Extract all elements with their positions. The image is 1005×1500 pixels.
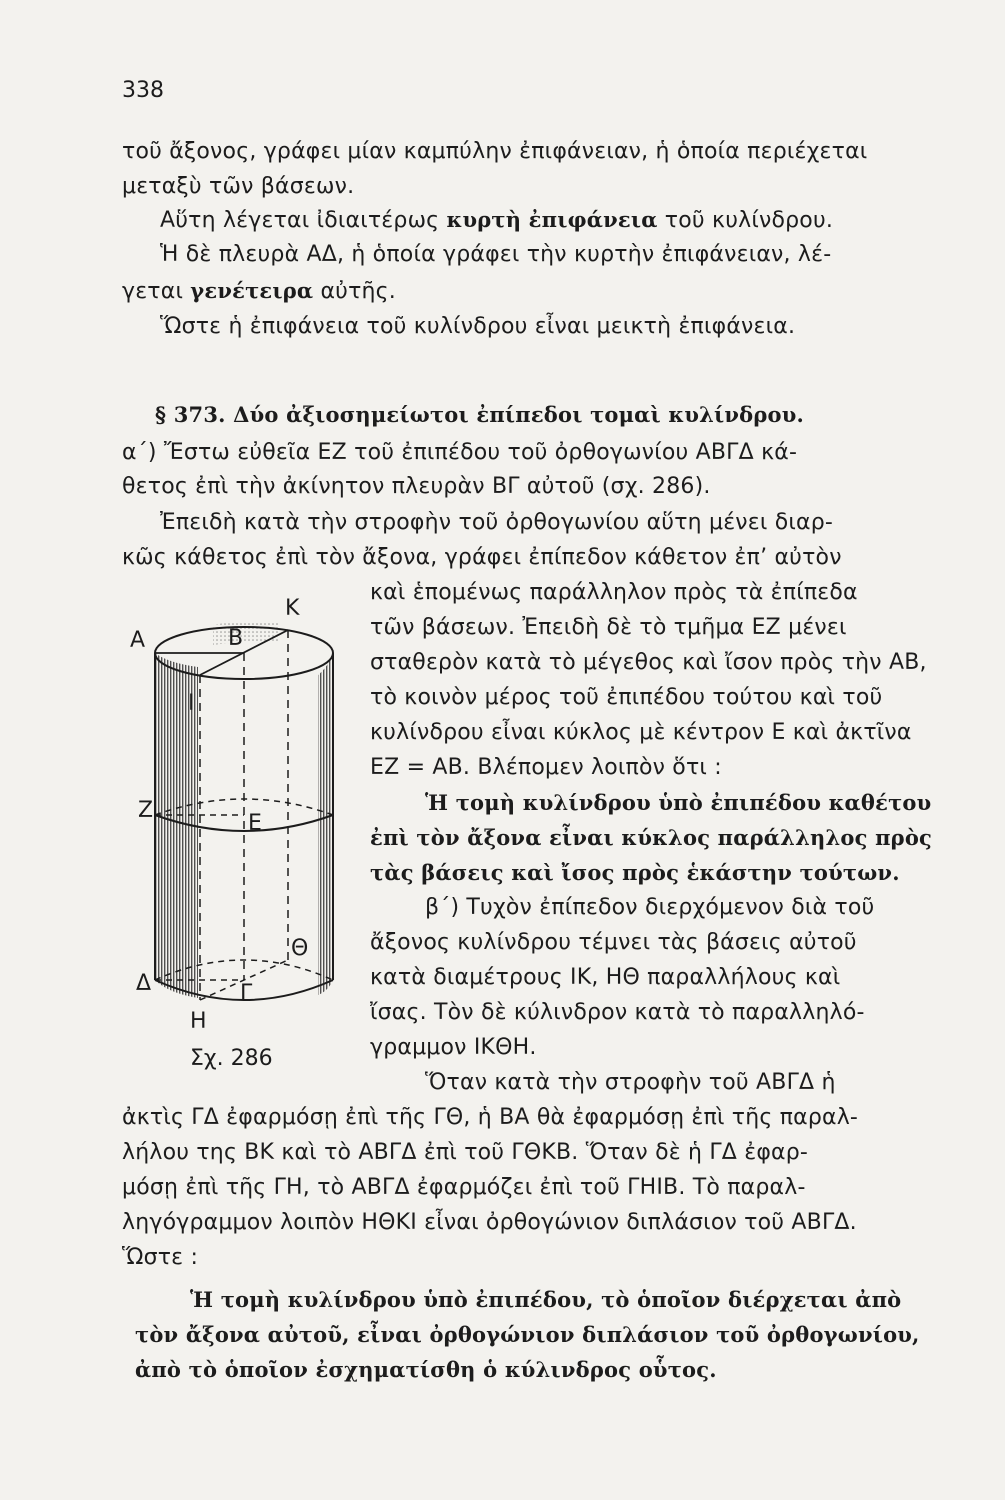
para3-post: αὐτῆς.: [313, 279, 396, 304]
label-E: Ε: [248, 811, 262, 836]
alpha-line-4: κῶς κάθετος ἐπὶ τὸν ἄξονα, γράφει ἐπίπεδον κάθετον ἐπ’ αὐτὸν: [122, 545, 842, 570]
rightcol-line-6: ΕΖ = ΑΒ. Βλέπομεν λοιπὸν ὅτι :: [370, 755, 722, 780]
full-line-4: ληγόγραμμον λοιπὸν ΗΘΚΙ εἶναι ὀρθογώνιον διπλάσιον τοῦ ΑΒΓΔ.: [122, 1210, 857, 1235]
full-line-3: μόσῃ ἐπὶ τῆς ΓΗ, τὸ ΑΒΓΔ ἐφαρμόζει ἐπὶ τοῦ ΓΗΙΒ. Τὸ παραλ-: [122, 1175, 806, 1200]
para4: Ὥστε ἡ ἐπιφάνεια τοῦ κυλίνδρου εἶναι μεικτὴ ἐπιφάνεια.: [160, 314, 796, 339]
para2-post: τοῦ κυλίνδρου.: [657, 208, 834, 233]
para2-pre: Αὕτη λέγεται ἰδιαιτέρως: [160, 208, 447, 233]
full-line-2: λήλου της ΒΚ καὶ τὸ ΑΒΓΔ ἐπὶ τοῦ ΓΘΚΒ. Ὅταν δὲ ἡ ΓΔ ἐφαρ-: [122, 1140, 809, 1165]
full-line-1: ἀκτὶς ΓΔ ἐφαρμόσῃ ἐπὶ τῆς ΓΘ, ἡ ΒΑ θὰ ἐφαρμόσῃ ἐπὶ τῆς παραλ-: [122, 1105, 859, 1130]
rightcol-line-5: κυλίνδρου εἶναι κύκλος μὲ κέντρον Ε καὶ ἀκτῖνα: [370, 720, 912, 745]
label-I: Ι: [188, 691, 195, 716]
alpha-line-1: α΄) Ἔστω εὐθεῖα ΕΖ τοῦ ἐπιπέδου τοῦ ὀρθογωνίου ΑΒΓΔ κά-: [122, 440, 798, 465]
label-H: Η: [190, 1009, 207, 1034]
theorem1-line-2: ἐπὶ τὸν ἄξονα εἶναι κύκλος παράλληλος πρὸς: [370, 825, 933, 850]
theorem2-line-2: τὸν ἄξονα αὐτοῦ, εἶναι ὀρθογώνιον διπλάσιον τοῦ ὀρθογωνίου,: [135, 1322, 920, 1347]
section-heading: § 373. Δύο ἀξιοσημείωτοι ἐπίπεδοι τομαὶ κυλίνδρου.: [155, 402, 805, 427]
rightcol-line-4: τὸ κοινὸν μέρος τοῦ ἐπιπέδου τούτου καὶ τοῦ: [370, 685, 883, 710]
theorem2-line-1: Ἡ τομὴ κυλίνδρου ὑπὸ ἐπιπέδου, τὸ ὁποῖον διέρχεται ἀπὸ: [190, 1287, 902, 1312]
para3-pre: γεται: [122, 279, 191, 304]
rightcol-line-2: τῶν βάσεων. Ἐπειδὴ δὲ τὸ τμῆμα ΕΖ μένει: [370, 615, 847, 640]
para3-line-1: Ἡ δὲ πλευρὰ ΑΔ, ἡ ὁποία γράφει τὴν κυρτὴν ἐπιφάνειαν, λέ-: [160, 242, 832, 267]
para1-line-1: τοῦ ἄξονος, γράφει μίαν καμπύλην ἐπιφάνειαν, ἡ ὁποία περιέχεται: [122, 139, 868, 164]
label-K: Κ: [285, 596, 300, 621]
label-Theta: Θ: [291, 936, 309, 961]
label-A: Α: [130, 628, 146, 653]
beta-line-4: ἴσας. Τὸν δὲ κύλινδρον κατὰ τὸ παραλληλό-: [370, 1000, 865, 1025]
beta-line-6: Ὅταν κατὰ τὴν στροφὴν τοῦ ΑΒΓΔ ἡ: [425, 1070, 836, 1095]
beta-line-5: γραμμον ΙΚΘΗ.: [370, 1035, 537, 1060]
para2: [160, 205, 833, 236]
figure-caption: Σχ. 286: [190, 1046, 273, 1071]
beta-line-1: β΄) Τυχὸν ἐπίπεδον διερχόμενον διὰ τοῦ: [425, 895, 875, 920]
label-Gamma: Γ: [240, 981, 253, 1006]
theorem1-line-1: Ἡ τομὴ κυλίνδρου ὑπὸ ἐπιπέδου καθέτου: [425, 790, 932, 815]
full-line-5: Ὥστε :: [122, 1245, 199, 1270]
label-Delta: Δ: [136, 971, 152, 996]
theorem2-line-3: ἀπὸ τὸ ὁποῖον ἐσχηματίσθη ὁ κύλινδρος οὗτος.: [135, 1357, 717, 1382]
label-Z: Ζ: [138, 798, 154, 823]
para3-bold-term: γενέτειρα: [190, 278, 314, 303]
para3-line-2: [122, 276, 396, 307]
cylinder-right-shade: [318, 653, 333, 995]
theorem1-line-3: τὰς βάσεις καὶ ἴσος πρὸς ἑκάστην τούτων.: [370, 860, 900, 885]
beta-line-3: κατὰ διαμέτρους ΙΚ, ΗΘ παραλλήλους καὶ: [370, 965, 841, 990]
para1-line-2: μεταξὺ τῶν βάσεων.: [122, 174, 355, 199]
alpha-line-3: Ἐπειδὴ κατὰ τὴν στροφὴν τοῦ ὀρθογωνίου αὕτη μένει διαρ-: [160, 510, 834, 535]
beta-line-2: ἄξονος κυλίνδρου τέμνει τὰς βάσεις αὐτοῦ: [370, 930, 857, 955]
para2-bold-term: κυρτὴ ἐπιφάνεια: [446, 207, 658, 232]
rightcol-line-3: σταθερὸν κατὰ τὸ μέγεθος καὶ ἴσον πρὸς τὴν ΑΒ,: [370, 650, 927, 675]
rightcol-line-1: καὶ ἑπομένως παράλληλον πρὸς τὰ ἐπίπεδα: [370, 580, 858, 605]
page-number: 338: [122, 78, 164, 103]
label-B: Β: [228, 626, 244, 651]
cylinder-figure: [128, 575, 368, 1085]
alpha-line-2: θετος ἐπὶ τὴν ἀκίνητον πλευρὰν ΒΓ αὐτοῦ (σχ. 286).: [122, 474, 711, 499]
top-stipple: [213, 622, 278, 645]
